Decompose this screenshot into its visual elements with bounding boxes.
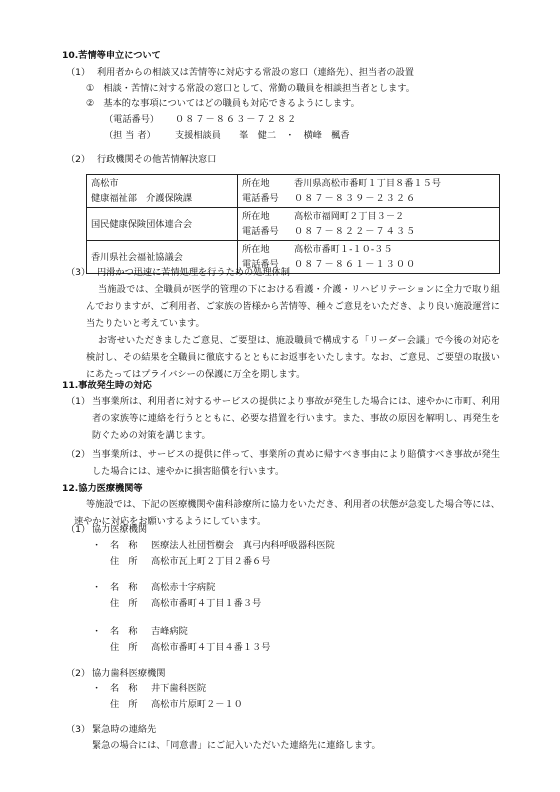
hospital-name: 吉峰病院 [151, 626, 188, 637]
s12-intro: 等施設では、下記の医療機関や歯科診療所に協力をいただき、利用者の状態が急変した場合等には、速やかに対応をお願いするようにしています。 [74, 499, 500, 527]
hospital-address: 高松市瓦上町２丁目２番６号 [151, 556, 271, 567]
dental-address: 高松市片原町２－１０ [151, 699, 243, 710]
s10-p3-text: 円滑かつ迅速に苦情処理を行うための処理体制 [97, 267, 290, 278]
addr-label: 所在地 [242, 178, 270, 189]
tel-value: ０８７－８３９－２３２６ [294, 193, 417, 204]
agency-name-line: 国民健康保険団体連合会 [91, 218, 193, 230]
addr-value: 高松市番町１-１０-３５ [294, 244, 393, 255]
agency-contact [238, 175, 500, 208]
s10-p1-label: （1） [66, 67, 91, 78]
s10-item-2: ② 基本的な事項についてはどの職員も対応できるようにします。 [86, 98, 360, 109]
s10-p3-label: （3） [66, 267, 91, 278]
agency-name-line: 香川県社会福祉協議会 [91, 251, 183, 263]
s10-item-1: ① 相談・苦情に対する常設の窓口として、常勤の職員を相談担当者とします。 [86, 83, 415, 94]
hospital-name: 医療法人社団哲樹会 真弓内科呼吸器科医院 [151, 540, 335, 551]
addr-label: 住 所 [110, 598, 138, 609]
table-row [87, 175, 500, 208]
s10-staff-value: 支援相談員 峯 健二 ・ 横峰 楓香 [175, 130, 350, 141]
bullet: ・ [92, 683, 102, 694]
addr-value: 香川県高松市番町１丁目８番１５号 [294, 178, 441, 189]
tel-value: ０８７－８６１－１３００ [294, 259, 417, 270]
s11-item-1-text: 当事業所は、利用者に対するサービスの提供により事故が発生した場合には、速やかに市町、利用者の家族等に連絡を行うとともに、必要な措置を行います。また、事故の原因を解明し、再発生を防ぐための対策を講じます。 [92, 396, 500, 441]
name-label: 名 称 [110, 626, 138, 637]
hospital-name: 高松赤十字病院 [151, 582, 216, 593]
section-10-title: 10.苦情等申立について [62, 50, 161, 61]
name-label: 名 称 [110, 582, 138, 593]
section-12-title: 12.協力医療機関等 [62, 483, 143, 494]
section-11-title: 11.事故発生時の対応 [62, 380, 152, 391]
s12-h1-text: 協力医療機関 [92, 524, 148, 535]
tel-label: 電話番号 [242, 226, 279, 237]
s12-h2-label: （2） [66, 668, 91, 679]
name-label: 名 称 [110, 683, 138, 694]
agency-name [87, 175, 238, 208]
bullet: ・ [92, 626, 102, 637]
s10-p1-text: 利用者からの相談又は苦情等に対応する常設の窓口（連絡先）、担当者の設置 [97, 67, 414, 78]
addr-label: 住 所 [110, 642, 138, 653]
agencies-table [86, 174, 500, 274]
agency-name [87, 208, 238, 241]
addr-label: 住 所 [110, 556, 138, 567]
s10-p3-body-1: 当施設では、全職員が医学的管理の下における看護・介護・リハビリテーションに全力で取り組んでおりますが、ご利用者、ご家族の皆様から苦情等、種々ご意見をいただき、より良い施設運営に当たりたいと考えています。 [86, 284, 500, 329]
s10-p2-label: （2） [66, 154, 91, 165]
dental-name: 井下歯科医院 [151, 683, 207, 694]
s12-h3-label: （3） [66, 724, 91, 735]
table-row [87, 208, 500, 241]
bullet: ・ [92, 582, 102, 593]
s10-p2-text: 行政機関その他苦情解決窓口 [97, 154, 217, 165]
hospital-address: 高松市番町４丁目４番１３号 [151, 642, 271, 653]
addr-label: 住 所 [110, 699, 138, 710]
s12-h1-label: （1） [66, 524, 91, 535]
tel-value: ０８７－８２２－７４３５ [294, 226, 417, 237]
addr-value: 高松市福岡町２丁目３－２ [294, 211, 405, 222]
agency-contact [238, 208, 500, 241]
name-label: 名 称 [110, 540, 138, 551]
s10-phone-value: ０８７－８６３－７２８２ [175, 114, 298, 125]
s11-item-2-text: 当事業所は、サービスの提供に伴って、事業所の責めに帰すべき事由により賠償すべき事故が発生した場合には、速やかに損害賠償を行います。 [92, 449, 500, 477]
hospital-address: 高松市番町４丁目１番３号 [151, 598, 262, 609]
s12-h3-body: 緊急の場合には、「同意書」にご記入いただいた連絡先に連絡します。 [92, 740, 381, 751]
s11-item-1-label: （1） [66, 396, 91, 407]
addr-label: 所在地 [242, 211, 270, 222]
s12-h2-text: 協力歯科医療機関 [92, 668, 166, 679]
tel-label: 電話番号 [242, 259, 279, 270]
addr-label: 所在地 [242, 244, 270, 255]
s10-p3-body-2: お寄せいただきましたご意見、ご要望は、施設職員で構成する「リーダー会議」で今後の対応を検討し、その結果を全職員に徹底するとともにお返事をいたします。なお、ご意見、ご要望の取扱いにあたってはプライバシーの保護に万全を期します。 [86, 335, 500, 380]
tel-label: 電話番号 [242, 193, 279, 204]
agency-name-line: 高松市 [91, 178, 119, 189]
agency-name-line: 健康福祉部 介護保険課 [91, 193, 193, 204]
s12-h3-text: 緊急時の連絡先 [92, 724, 157, 735]
bullet: ・ [92, 540, 102, 551]
s11-item-2-label: （2） [66, 449, 91, 460]
s10-phone-label: （電話番号） [104, 114, 160, 125]
s10-staff-label: （担 当 者） [104, 130, 156, 141]
